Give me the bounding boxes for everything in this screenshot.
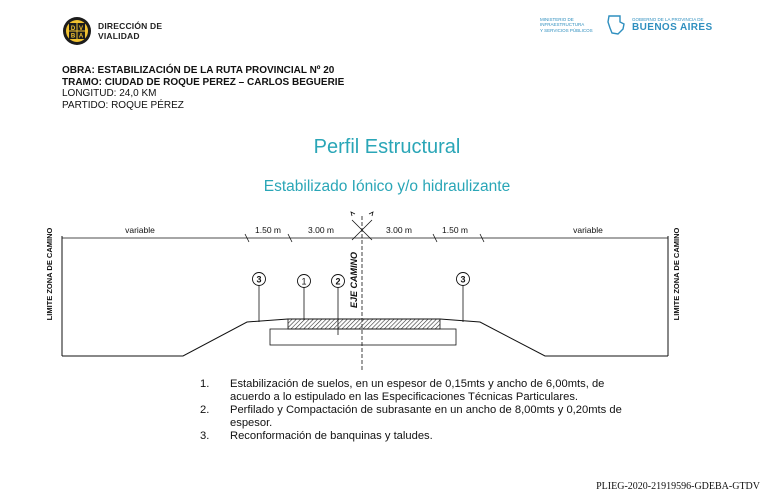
callout-3-left xyxy=(253,273,266,323)
dim-150-left: 1.50 m xyxy=(255,225,281,235)
list-item xyxy=(200,430,630,443)
logo-line: VIALIDAD xyxy=(98,31,140,41)
partido-line: PARTIDO: ROQUE PÉREZ xyxy=(62,99,184,111)
document-code: PLIEG-2020-21919596-GDEBA-GTDV xyxy=(596,481,760,492)
note-text: Reconformación de banquinas y taludes. xyxy=(230,430,433,442)
sub-title: Estabilizado Iónico y/o hidraulizante xyxy=(263,178,511,195)
ministry-line: Y SERVICIOS PÚBLICOS xyxy=(540,27,593,33)
stabilized-layer xyxy=(288,319,440,329)
left-boundary-label: LIMITE ZONA DE CAMINO xyxy=(45,227,54,321)
dim-variable-left: variable xyxy=(125,225,155,235)
list-item xyxy=(200,378,630,404)
list-item xyxy=(200,404,630,430)
callout-1 xyxy=(298,275,311,321)
government-big: BUENOS AIRES xyxy=(632,22,713,34)
dim-variable-right: variable xyxy=(573,225,603,235)
logo-line: DIRECCIÓN DE xyxy=(98,21,163,31)
note-number: 3. xyxy=(200,430,210,442)
dim-300-left: 3.00 m xyxy=(308,225,334,235)
note-number: 2. xyxy=(200,404,210,416)
main-title: Perfil Estructural xyxy=(313,136,461,158)
government-small: GOBIERNO DE LA PROVINCIA DE xyxy=(632,16,704,22)
callout-number: 3 xyxy=(460,274,466,285)
tramo-line: TRAMO: CIUDAD DE ROQUE PEREZ – CARLOS BEGUERIE xyxy=(62,76,345,88)
dim-150-right: 1.50 m xyxy=(442,225,468,235)
obra-line: OBRA: ESTABILIZACIÓN DE LA RUTA PROVINCIAL Nº 20 xyxy=(62,65,335,76)
seal-letter: V xyxy=(78,26,84,32)
callout-number: 1 xyxy=(301,276,307,287)
note-text: Estabilización de suelos, en un espesor de 0,15mts y ancho de 6,00mts, de acuerdo a lo estipulado en las Especificaciones Técnicas Particulares. xyxy=(230,378,605,403)
callout-number: 2 xyxy=(335,276,341,287)
note-number: 1. xyxy=(200,378,210,390)
callout-3-right xyxy=(457,273,470,323)
axis-label: EJE CAMINO xyxy=(349,251,359,309)
dim-300-right: 3.00 m xyxy=(386,225,412,235)
callout-number: 3 xyxy=(256,274,262,285)
seal-letter: D xyxy=(70,26,76,32)
notes-list xyxy=(200,378,630,443)
seal-letter: A xyxy=(78,33,84,40)
ministry-line: MINISTERIO DE INFRAESTRUCTURA xyxy=(540,16,585,28)
seal-letter: B xyxy=(70,33,76,40)
right-boundary-label: LIMITE ZONA DE CAMINO xyxy=(672,227,681,321)
note-text: Perfilado y Compactación de subrasante en un ancho de 8,00mts y 0,20mts de espesor. xyxy=(230,404,622,429)
subgrade-layer xyxy=(270,329,456,345)
longitud-line: LONGITUD: 24,0 KM xyxy=(62,88,157,100)
